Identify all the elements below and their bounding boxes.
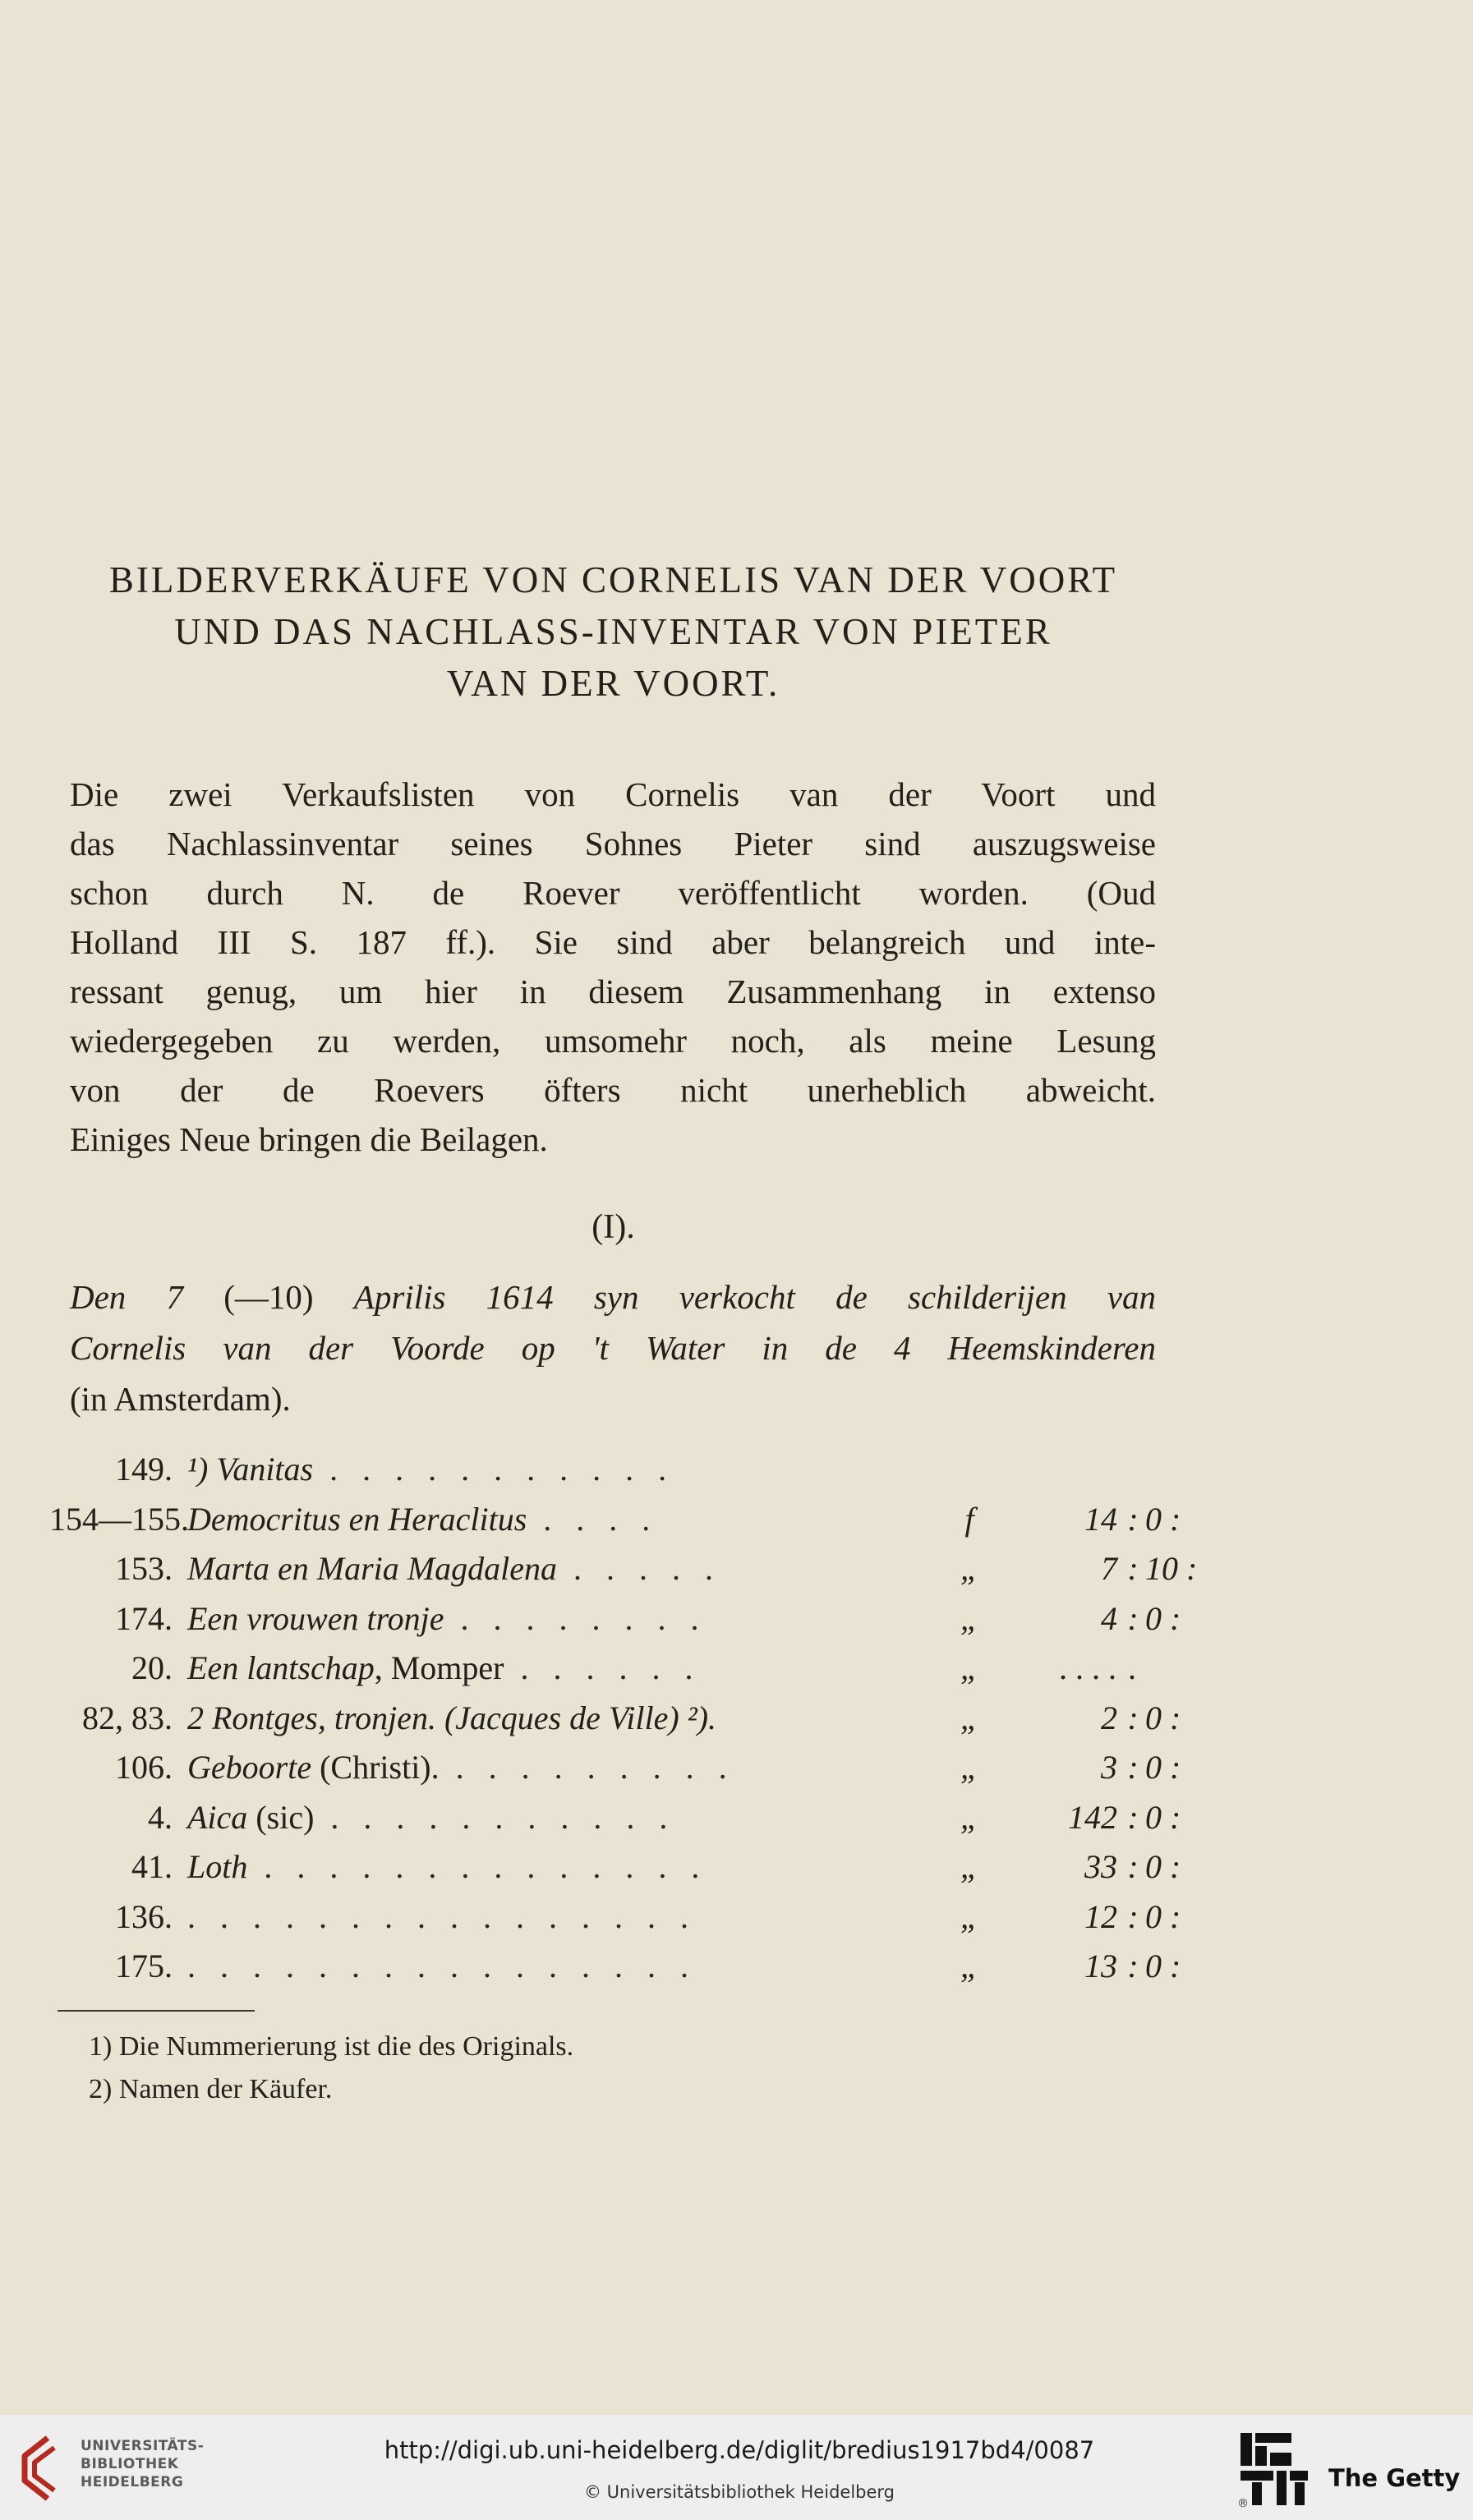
currency-mark: „ bbox=[960, 1848, 979, 1885]
entry-description bbox=[187, 1798, 675, 1837]
entry-description bbox=[187, 1649, 702, 1687]
intro-line-1 bbox=[70, 1277, 1156, 1317]
price-guilders: 12 bbox=[1084, 1897, 1117, 1935]
paragraph-line: das Nachlassinventar seines Sohnes Pieter sind auszugsweise bbox=[70, 825, 1156, 862]
currency-mark: „ bbox=[960, 1649, 979, 1686]
paragraph-line: von der de Roevers öfters nicht unerheblich abweicht. bbox=[70, 1071, 1156, 1109]
entry-description bbox=[187, 1699, 716, 1737]
entry-title: Aica bbox=[187, 1798, 248, 1836]
library-name-line-2: BIBLIOTHEK bbox=[81, 2456, 179, 2472]
entry-title: Loth bbox=[187, 1848, 248, 1885]
entry-description bbox=[187, 1897, 697, 1936]
sales-entry bbox=[49, 1798, 1181, 1847]
entry-number: 149. bbox=[115, 1451, 173, 1488]
intro-date: Den 7 bbox=[70, 1278, 184, 1316]
currency-mark: „ bbox=[960, 1798, 979, 1836]
price-stuivers: 0 : bbox=[1145, 1848, 1181, 1885]
entry-title: Democritus en Heraclitus bbox=[187, 1500, 527, 1538]
footnote-rule bbox=[58, 2010, 255, 2012]
price-separator: : bbox=[1127, 1500, 1139, 1538]
price-separator: : bbox=[1127, 1550, 1139, 1587]
price-guilders: 2 bbox=[1101, 1699, 1117, 1736]
price-separator: : bbox=[1127, 1947, 1139, 1984]
paragraph-line: wiedergegeben zu werden, umsomehr noch, als meine Lesung bbox=[70, 1022, 1156, 1060]
price-stuivers: 0 : bbox=[1145, 1699, 1181, 1736]
currency-mark: „ bbox=[960, 1699, 979, 1736]
entry-prefix: ¹) bbox=[187, 1451, 217, 1488]
entry-note: , tronjen. (Jacques de Ville) ²). bbox=[317, 1699, 717, 1736]
title-line-3: VAN DER VOORT. bbox=[446, 663, 780, 704]
price-guilders: 13 bbox=[1084, 1947, 1117, 1984]
sales-entry bbox=[49, 1748, 1181, 1797]
currency-mark: f bbox=[964, 1500, 974, 1538]
entry-number: 20. bbox=[131, 1649, 173, 1686]
sales-entry bbox=[49, 1847, 1181, 1897]
entry-number: 174. bbox=[115, 1599, 173, 1637]
ub-heidelberg-logo-icon bbox=[15, 2431, 64, 2505]
entry-description bbox=[187, 1599, 707, 1638]
entry-number: 106. bbox=[115, 1749, 173, 1786]
leader-dots: . . . . bbox=[527, 1500, 659, 1538]
entry-number: 153. bbox=[115, 1550, 173, 1587]
price-guilders: . . . . bbox=[1060, 1649, 1117, 1686]
entry-description bbox=[187, 1847, 707, 1886]
price-stuivers: 10 : bbox=[1145, 1550, 1198, 1587]
registered-mark: ® bbox=[1237, 2497, 1249, 2510]
entry-number: 4. bbox=[148, 1798, 173, 1836]
leader-dots: . . . . . bbox=[556, 1550, 721, 1587]
paragraph-line: schon durch N. de Roever veröffentlicht worden. (Oud bbox=[70, 874, 1156, 912]
paragraph-line: Holland III S. 187 ff.). Sie sind aber belangreich und inte- bbox=[70, 923, 1156, 961]
entry-title: Een lantschap bbox=[187, 1649, 375, 1686]
leader-dots: . . . . . . . . bbox=[444, 1599, 707, 1637]
price-separator: : bbox=[1127, 1599, 1139, 1637]
price-stuivers: 0 : bbox=[1145, 1599, 1181, 1637]
price-separator: . bbox=[1129, 1649, 1137, 1686]
leader-dots: . . . . . . . . . . . bbox=[314, 1798, 676, 1836]
paragraph-line: Einiges Neue bringen die Beilagen. bbox=[70, 1120, 548, 1158]
paragraph-line: ressant genug, um hier in diesem Zusammenhang in extenso bbox=[70, 973, 1156, 1010]
entry-title: Rontges bbox=[212, 1699, 318, 1736]
price-separator: : bbox=[1127, 1798, 1139, 1836]
price-separator: : bbox=[1127, 1749, 1139, 1786]
sales-entry bbox=[49, 1549, 1198, 1598]
entry-note: (sic) bbox=[247, 1798, 315, 1836]
price-guilders: 14 bbox=[1084, 1500, 1117, 1538]
entry-description bbox=[187, 1748, 735, 1787]
price-separator: : bbox=[1127, 1897, 1139, 1935]
entry-number: 82, 83. bbox=[82, 1699, 173, 1736]
leader-dots: . . . . . . . . . bbox=[439, 1749, 735, 1786]
intro-line-3: (in Amsterdam). bbox=[70, 1380, 291, 1418]
intro-date-range: (—10) bbox=[183, 1278, 354, 1316]
entry-number: 175. bbox=[115, 1947, 173, 1984]
price-stuivers: 0 : bbox=[1145, 1897, 1181, 1935]
entry-number: 136. bbox=[115, 1897, 173, 1935]
intro-text: Aprilis 1614 syn verkocht de schilderijen van bbox=[353, 1278, 1156, 1316]
sales-entry bbox=[49, 1947, 1181, 1996]
price-guilders: 7 bbox=[1101, 1550, 1117, 1587]
currency-mark: „ bbox=[960, 1599, 979, 1637]
sales-entry bbox=[49, 1897, 1181, 1947]
intro-line-2: Cornelis van der Voorde op 't Water in de 4 Heemskinderen bbox=[70, 1329, 1156, 1367]
entry-note: (Christi). bbox=[311, 1749, 440, 1786]
price-stuivers: 0 : bbox=[1145, 1798, 1181, 1836]
price-stuivers: 0 : bbox=[1145, 1749, 1181, 1786]
entry-note: , Momper bbox=[374, 1649, 504, 1686]
price-separator: : bbox=[1127, 1848, 1139, 1885]
leader-dots: . . . . . . . . . . . . . . . . bbox=[187, 1897, 697, 1935]
leader-dots: . . . . . . . . . . . . . . bbox=[247, 1848, 708, 1885]
price-stuivers: 0 : bbox=[1145, 1500, 1181, 1538]
paragraph-line: Die zwei Verkaufslisten von Cornelis van der Voort und bbox=[70, 775, 1156, 813]
sales-entry bbox=[49, 1649, 1150, 1698]
currency-mark: „ bbox=[960, 1749, 979, 1786]
source-url-link[interactable]: http://digi.ub.uni-heidelberg.de/diglit/bredius1917bd4/0087 bbox=[384, 2436, 1095, 2464]
sales-entry bbox=[49, 1500, 1181, 1549]
getty-name: The Getty bbox=[1328, 2464, 1461, 2492]
price-separator: : bbox=[1127, 1699, 1139, 1736]
price-guilders: 4 bbox=[1101, 1599, 1117, 1637]
entry-title: Marta en Maria Magdalena bbox=[187, 1550, 557, 1587]
price-guilders: 3 bbox=[1101, 1749, 1117, 1786]
entry-description bbox=[187, 1549, 721, 1588]
leader-dots: . . . . . . . . . . . bbox=[313, 1451, 675, 1488]
entry-number: 154—155. bbox=[49, 1500, 189, 1538]
sales-entry bbox=[49, 1450, 1150, 1499]
section-mark: (I). bbox=[592, 1208, 635, 1246]
sales-entry bbox=[49, 1599, 1181, 1649]
leader-dots: . . . . . . . . . . . . . . . . bbox=[187, 1947, 697, 1984]
leader-dots: . . . . . . bbox=[504, 1649, 702, 1686]
currency-mark: „ bbox=[960, 1897, 979, 1935]
footnote-2: 2) Namen der Käufer. bbox=[89, 2074, 333, 2104]
sales-entry bbox=[49, 1699, 1181, 1748]
copyright-text: © Universitätsbibliothek Heidelberg bbox=[583, 2482, 895, 2502]
currency-mark: „ bbox=[960, 1550, 979, 1587]
entry-description bbox=[187, 1947, 697, 1985]
entry-prefix: 2 bbox=[187, 1699, 212, 1736]
entry-title: Geboorte bbox=[187, 1749, 312, 1786]
price-guilders: 33 bbox=[1084, 1848, 1117, 1885]
currency-mark: „ bbox=[960, 1947, 979, 1984]
price-stuivers: 0 : bbox=[1145, 1947, 1181, 1984]
library-name-line-3: HEIDELBERG bbox=[81, 2474, 184, 2490]
entry-number: 41. bbox=[131, 1848, 173, 1885]
entry-description bbox=[187, 1450, 674, 1488]
entry-title: Een vrouwen tronje bbox=[187, 1599, 444, 1637]
price-guilders: 142 bbox=[1068, 1798, 1117, 1836]
entry-description bbox=[187, 1500, 658, 1538]
footnote-1: 1) Die Nummerierung ist die des Originals. bbox=[89, 2031, 574, 2062]
title-line-2: UND DAS NACHLASS-INVENTAR VON PIETER bbox=[174, 611, 1052, 652]
library-name-line-1: UNIVERSITÄTS- bbox=[81, 2438, 205, 2454]
title-line-1: BILDERVERKÄUFE VON CORNELIS VAN DER VOORT bbox=[108, 559, 1118, 600]
entry-title: Vanitas bbox=[216, 1451, 314, 1488]
